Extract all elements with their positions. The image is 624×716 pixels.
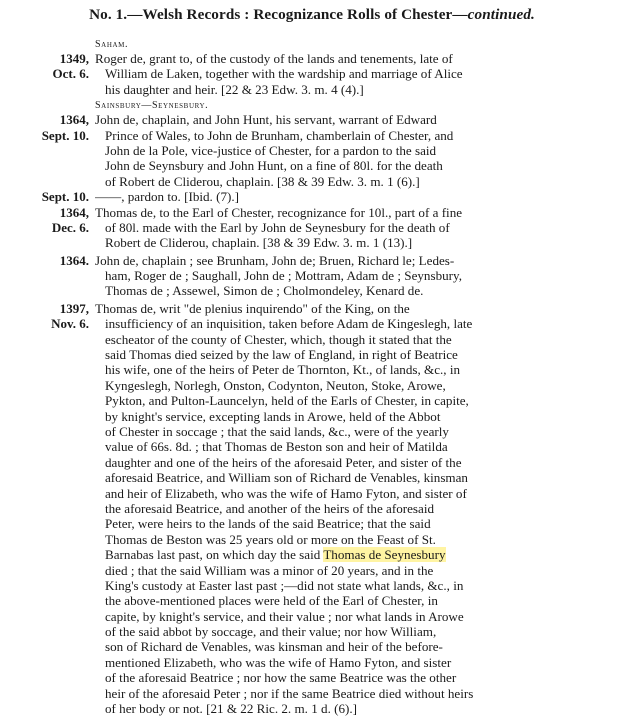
header-suffix: continued. [467,6,535,23]
entry-body [95,189,605,204]
header-prefix: No. 1.—Welsh Records : Recognizance Rolls of Chester— [89,6,468,23]
highlight-prefix: Barnabas last past, on which day the said [105,547,324,563]
entry-text-line: son of Richard de Venables, was kinsman and heir of the before- [105,639,443,655]
entry-body [95,301,605,716]
entry-body [95,112,605,189]
entry-date [0,205,95,251]
record-entry [0,301,624,716]
entry-text-line: of Robert de Cliderou, chaplain. [38 & 39 Edw. 3. m. 1 (6).] [105,173,420,189]
entry-text-line: Thomas de, writ "de plenius inquirendo" of the King, on the [95,300,410,316]
entry-text-line: daughter and one of the heirs of the aforesaid Peter, and sister of the [105,454,462,470]
record-entry [0,51,624,97]
record-entry [0,189,624,204]
entry-text-line: Robert de Cliderou, chaplain. [38 & 39 Edw. 3. m. 1 (13).] [105,235,413,251]
entry-date-line: Sept. 10. [41,189,89,205]
entry-text-line: of the said abbot by soccage, and their value; nor how William, [105,624,437,640]
entry-text-line: Prince of Wales, to John de Brunham, chamberlain of Chester, and [105,127,454,143]
entry-text-line: Thomas de ; Assewel, Simon de ; Cholmondeley, Kenard de. [105,283,424,299]
entry-date-line: 1364, [59,112,89,128]
entry-date [0,253,95,299]
entry-text-line: aforesaid Beatrice, and William son of Richard de Venables, kinsman [105,470,468,486]
entry-heading: Sainsbury—Seynesbury. [95,100,209,112]
entry-text-line: Roger de, grant to, of the custody of the lands and tenements, late of [95,51,453,66]
entry-text-line [95,547,605,562]
entry-text-line: of the aforesaid Beatrice ; nor how the same Beatrice was the other [105,670,457,686]
entry-text-line: heir of the aforesaid Peter ; nor if the same Beatrice died without heirs [105,685,474,701]
entry-text-line: Thomas de, to the Earl of Chester, recognizance for 10l., part of a fine [95,204,463,220]
entry-body [95,205,605,251]
entry-text-line: ——, pardon to. [Ibid. (7).] [95,189,239,205]
entry-text-line: Thomas de Beston was 25 years old or more on the Feast of St. [105,531,436,547]
entry-text-line: insufficiency of an inquisition, taken before Adam de Kingeslegh, late [105,316,473,332]
entry-date [0,112,95,189]
entry-text-line: and heir of Elizabeth, who was the wife of Hamo Fyton, and sister of [105,485,467,501]
entry-text-line: ham, Roger de ; Saughall, John de ; Mottram, Adam de ; Seynsbury, [105,268,462,284]
entry-text-line: John de Seynsbury and John Hunt, on a fine of 80l. for the death [105,158,443,174]
entry-text-line: escheator of the county of Chester, which, though it stated that the [105,331,452,347]
entry-text-line: his wife, one of the heirs of Peter de Thornton, Kt., of lands, &c., in [105,362,461,378]
highlighted-name: Thomas de Seynesbury [323,547,446,563]
entry-date-line: Dec. 6. [51,219,89,235]
entry-date-line: Sept. 10. [41,127,89,143]
record-entry [0,253,624,299]
entry-text-line: mentioned Elizabeth, who was the wife of Hamo Fyton, and sister [105,654,452,670]
entry-text-line: Kyngeslegh, Norlegh, Onston, Codynton, Neuton, Stoke, Arowe, [105,377,446,393]
entry-body [95,253,605,299]
entry-text-line: value of 66s. 8d. ; that Thomas de Beston son and heir of Matilda [105,439,448,455]
record-entries [0,38,624,716]
entry-text-line: by knight's service, excepting lands in Arowe, held of the Abbot [105,408,441,424]
entry-text-line: King's custody at Easter last past ;—did not state what lands, &c., in [105,577,464,593]
entry-heading: Saham. [95,39,129,50]
entry-body [95,51,605,97]
entry-date-line: Nov. 6. [51,316,89,332]
entry-text-line: capite, by knight's service, and their value ; nor what lands in Arowe [105,608,464,624]
record-entry [0,205,624,251]
page-header [0,6,624,24]
entry-date-line: 1364, [59,204,89,220]
entry-date [0,301,95,716]
entry-date-line: 1349, [59,51,89,66]
record-entry [0,112,624,189]
entry-text-line: the above-mentioned places were held of the Earl of Chester, in [105,593,438,609]
entry-text-line: John de, chaplain, and John Hunt, his servant, warrant of Edward [95,112,437,128]
entry-text-line: his daughter and heir. [22 & 23 Edw. 3. m. 4 (4).] [105,81,364,97]
entry-date-line: 1397, [59,300,89,316]
entry-date-line: 1364. [59,252,89,268]
entry-date [0,189,95,204]
entry-text-line: William de Laken, together with the wardship and marriage of Alice [105,66,463,82]
entry-text-line: of 80l. made with the Earl by John de Seynesbury for the death of [105,219,450,235]
entry-text-line: the aforesaid Beatrice, and another of the heirs of the aforesaid [105,500,435,516]
entry-text-line: Peter, were heirs to the lands of the said Beatrice; that the said [105,516,431,532]
entry-date [0,51,95,97]
entry-text-line: of Chester in soccage ; that the said lands, &c., were of the yearly [105,423,449,439]
entry-text-line: Pykton, and Pulton-Launcelyn, held of the Earls of Chester, in capite, [105,393,469,409]
entry-text-line: said Thomas died seized by the law of England, in right of Beatrice [105,347,458,363]
entry-date-line: Oct. 6. [52,66,89,82]
entry-text-line: John de la Pole, vice-justice of Chester, for a pardon to the said [105,142,437,158]
entry-text-line: died ; that the said William was a minor of 20 years, and in the [105,562,434,578]
entry-text-line: of her body or not. [21 & 22 Ric. 2. m. 1 d. (6).] [105,701,358,716]
entry-text-line: John de, chaplain ; see Brunham, John de; Bruen, Richard le; Ledes- [95,252,455,268]
